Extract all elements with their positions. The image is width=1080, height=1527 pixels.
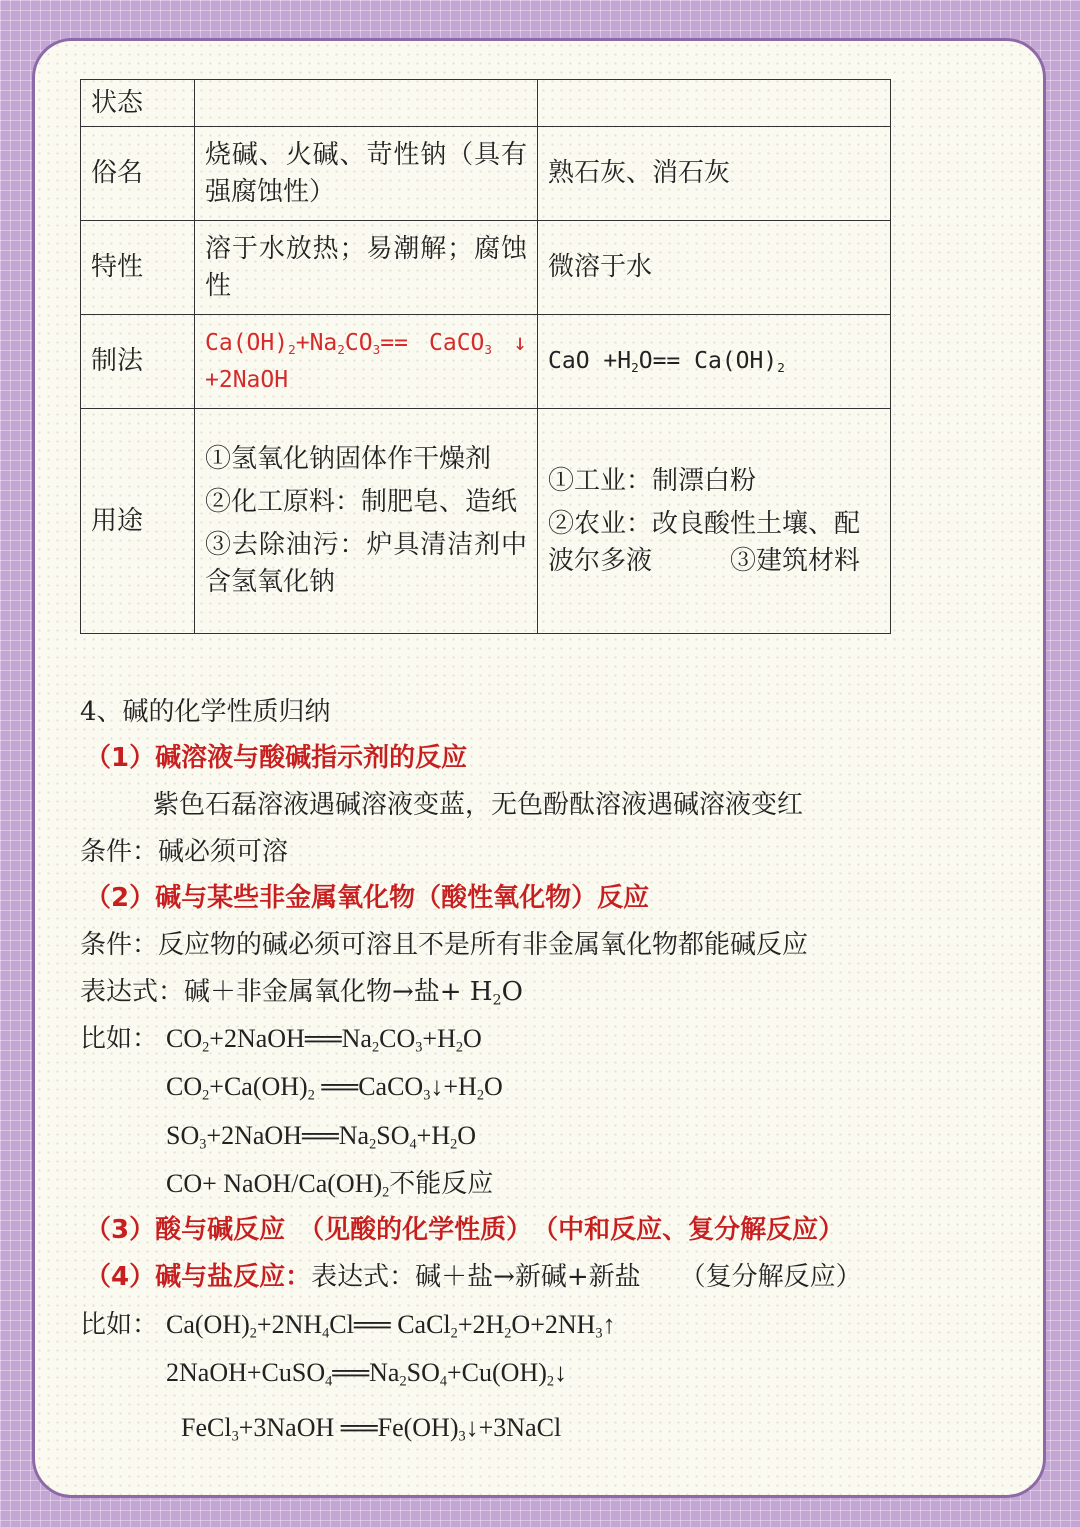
example-label: 比如： [80, 1310, 159, 1340]
equation: $SO_3+2NaOH══Na_2SO_4+H_2O$ [166, 1121, 477, 1153]
table-row [81, 80, 891, 127]
base-properties-table [80, 79, 891, 634]
heading-2: （2）碱与某些非金属氧化物（酸性氧化物）反应 [85, 883, 650, 913]
caoh2-cell: 微溶于水 [538, 221, 891, 315]
indicator-text: 紫色石磊溶液遇碱溶液变蓝，无色酚酞溶液遇碱溶液变红 [153, 790, 804, 820]
section-title: 4、碱的化学性质归纳 [80, 697, 331, 727]
equation: $CO_2+Ca(OH)_2$ $══CaCO_3↓+H_2O$ [166, 1072, 503, 1104]
naoh-cell: 烧碱、火碱、苛性钠（具有强腐蚀性） [195, 127, 538, 221]
row-label: 俗名 [81, 127, 195, 221]
naoh-uses-cell [195, 409, 538, 634]
expression-2: 表达式：碱＋非金属氧化物→盐+ $H_2O$ [80, 977, 523, 1009]
naoh-production-formula: $Ca(OH)_2+Na_2CO_3==$ CaCO$_3$ ↓ +2NaOH [195, 315, 538, 409]
table-row [81, 409, 891, 634]
heading-4-line: （4）碱与盐反应：表达式：碱＋盐→新碱+新盐 （复分解反应） [85, 1262, 862, 1292]
naoh-cell: 溶于水放热；易潮解；腐蚀性 [195, 221, 538, 315]
equation: FeCl$_3$+3NaOH $══Fe(OH)_3↓+3NaCl$ [181, 1413, 562, 1445]
use-item: ①氢氧化钠固体作干燥剂 [205, 444, 492, 474]
heading-3: （3）酸与碱反应 （见酸的化学性质） （中和反应、复分解反应） [85, 1215, 845, 1245]
condition-2: 条件：反应物的碱必须可溶且不是所有非金属氧化物都能碱反应 [80, 930, 809, 960]
equation: $CO_2+2NaOH══Na_2CO_3+H_2O$ [166, 1024, 482, 1056]
equation: CO+ NaOH/$Ca(OH)_2$不能反应 [166, 1169, 494, 1201]
use-item: ②农业：改良酸性土壤、配波尔多液 ③建筑材料 [548, 508, 861, 576]
heading-4: （4）碱与盐反应： [85, 1262, 312, 1292]
table-row [81, 315, 891, 409]
caoh2-uses-cell [538, 409, 891, 634]
heading-1: （1）碱溶液与酸碱指示剂的反应 [85, 743, 468, 773]
row-label: 用途 [81, 409, 195, 634]
use-item: ①工业：制漂白粉 [548, 465, 757, 496]
caoh2-cell [538, 80, 891, 127]
caoh2-production-formula: CaO $+H_2O== Ca(OH)_2$ [538, 315, 891, 409]
equation: $Ca(OH)_2+2NH_4Cl══$ $CaCl_2+2H_2O+2NH_3↑$ [166, 1310, 616, 1342]
use-item: ②化工原料：制肥皂、造纸 [205, 487, 518, 517]
condition-1: 条件：碱必须可溶 [80, 837, 289, 867]
example-label: 比如： [80, 1024, 159, 1054]
table-row [81, 221, 891, 315]
equation: $2NaOH+CuSO_4══Na_2SO_4+Cu(OH)_2↓$ [166, 1358, 568, 1390]
caoh2-cell: 熟石灰、消石灰 [538, 127, 891, 221]
document-page [32, 38, 1046, 1498]
table-row [81, 127, 891, 221]
row-label: 特性 [81, 221, 195, 315]
row-label: 状态 [81, 80, 195, 127]
row-label: 制法 [81, 315, 195, 409]
use-item: ③去除油污：炉具清洁剂中含氢氧化钠 [205, 530, 527, 597]
naoh-cell [195, 80, 538, 127]
